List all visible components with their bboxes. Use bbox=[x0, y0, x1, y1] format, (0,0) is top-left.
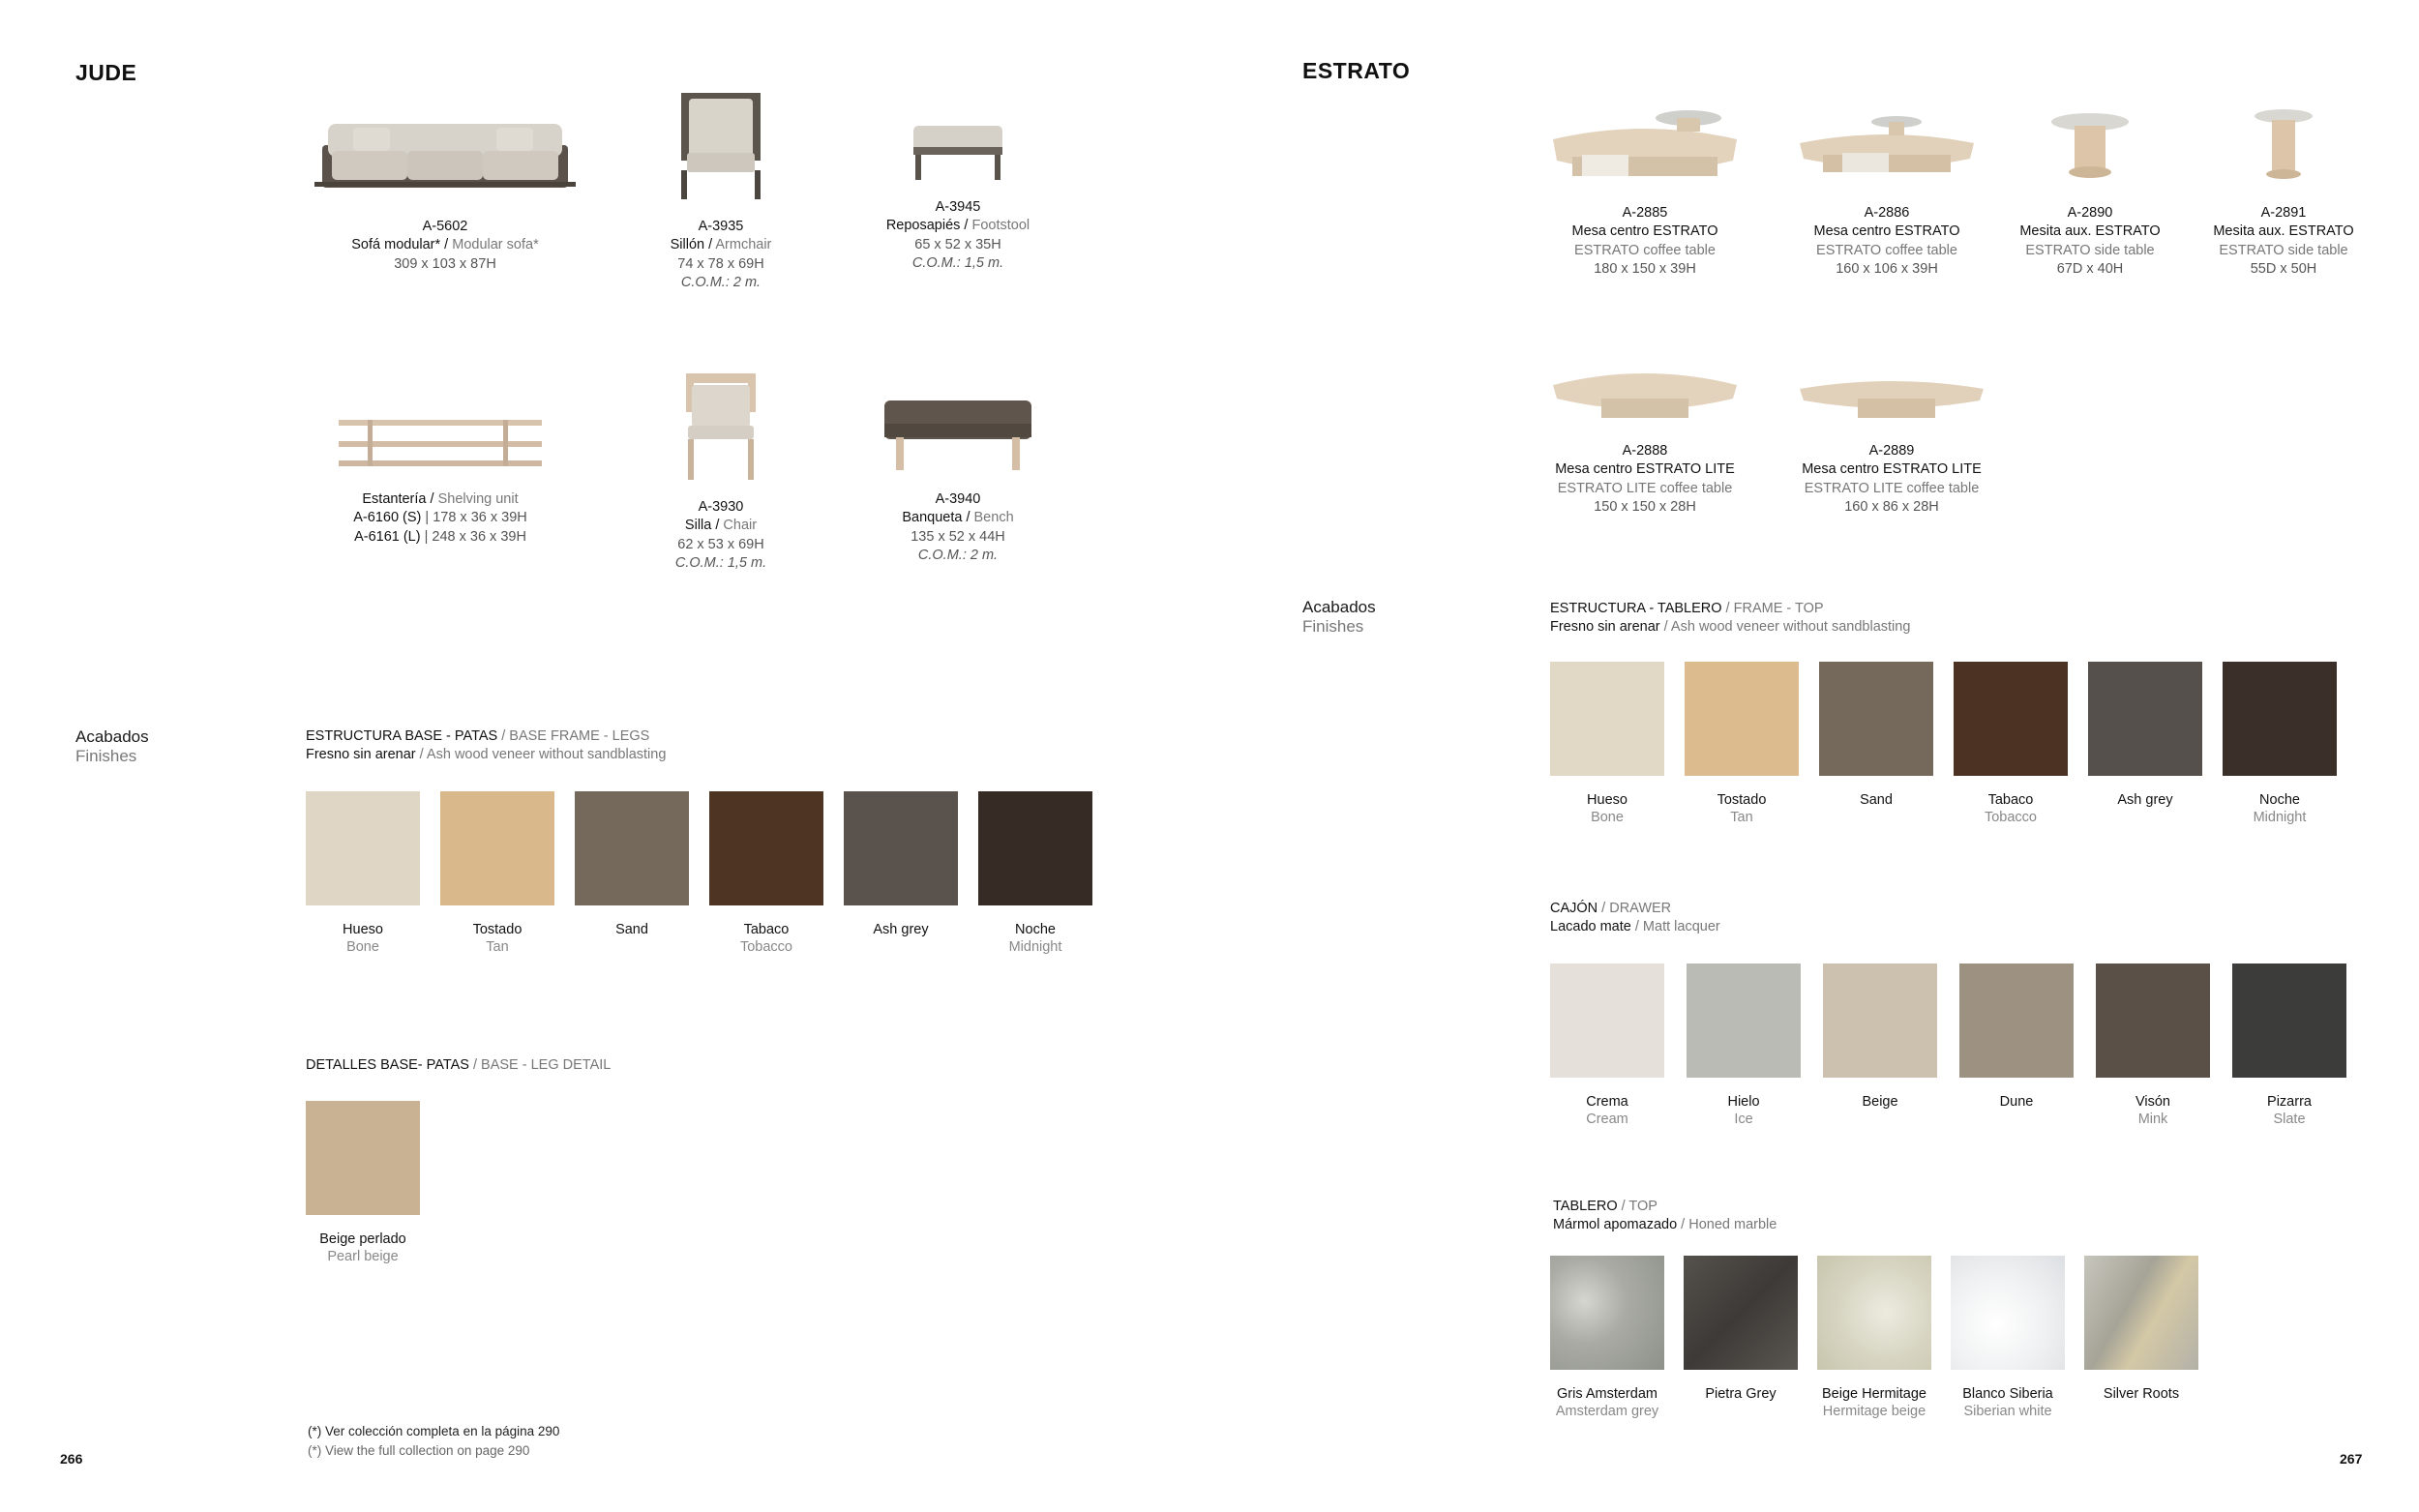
swatch-label-es: Tabaco bbox=[743, 922, 790, 937]
product-name-es: Silla / bbox=[684, 518, 724, 533]
drawer-heading bbox=[1550, 900, 1720, 936]
section-head-es: CAJÓN bbox=[1550, 901, 1598, 916]
finish-swatch[interactable] bbox=[1550, 662, 1664, 826]
product-card-shelving[interactable] bbox=[319, 406, 561, 547]
product-dimensions: 160 x 86 x 28H bbox=[1844, 499, 1939, 515]
swatch-label-es: Hielo bbox=[1727, 1094, 1760, 1110]
side-table-image bbox=[2245, 101, 2322, 188]
product-name-es: Mesita aux. ESTRATO bbox=[2213, 223, 2354, 239]
swatch-label-en: Hermitage beige bbox=[1822, 1404, 1926, 1419]
product-dimensions: 160 x 106 x 39H bbox=[1836, 261, 1938, 277]
product-dimensions: | 248 x 36 x 39H bbox=[420, 528, 526, 545]
product-card[interactable] bbox=[629, 85, 813, 293]
product-code: A-2891 bbox=[2260, 204, 2307, 221]
product-code: A-3935 bbox=[698, 218, 744, 234]
product-code: A-2885 bbox=[1622, 204, 1668, 221]
product-com: C.O.M.: 2 m. bbox=[680, 275, 762, 290]
finish-swatch[interactable] bbox=[1685, 662, 1799, 826]
product-name-es: Mesita aux. ESTRATO bbox=[2019, 223, 2161, 239]
product-name-en: ESTRATO side table bbox=[2025, 242, 2155, 258]
finish-swatch[interactable] bbox=[1823, 964, 1937, 1128]
product-name-es: Sofá modular* / bbox=[351, 237, 453, 252]
product-name-en: ESTRATO coffee table bbox=[1816, 242, 1957, 258]
swatch-label-es: Beige perlado bbox=[319, 1231, 406, 1247]
product-card[interactable] bbox=[851, 395, 1064, 566]
footnote bbox=[308, 1422, 559, 1461]
product-dimensions: 55D x 50H bbox=[2250, 261, 2317, 277]
swatch-label-en: Tan bbox=[486, 939, 509, 955]
swatch-chip bbox=[1684, 1256, 1798, 1370]
finish-swatch[interactable] bbox=[709, 791, 823, 956]
swatch-chip bbox=[1823, 964, 1937, 1078]
section-head-en: / BASE - LEG DETAIL bbox=[468, 1057, 612, 1073]
product-com: C.O.M.: 1,5 m. bbox=[674, 555, 767, 571]
product-name-en: ESTRATO LITE coffee table bbox=[1804, 480, 1980, 496]
finish-swatch[interactable] bbox=[2084, 1256, 2198, 1420]
leg-detail-swatches bbox=[306, 1101, 420, 1265]
swatch-label-en: Slate bbox=[2273, 1112, 2306, 1127]
coffee-table-image bbox=[1543, 101, 1747, 188]
swatch-chip bbox=[844, 791, 958, 905]
finish-swatch[interactable] bbox=[1959, 964, 2074, 1128]
product-dimensions: 62 x 53 x 69H bbox=[677, 536, 764, 552]
marble-swatches bbox=[1550, 1256, 2198, 1420]
product-name-es: Banqueta / bbox=[902, 510, 974, 525]
swatch-chip bbox=[978, 791, 1092, 905]
product-code: A-6160 (S) bbox=[353, 510, 422, 525]
swatch-chip bbox=[2096, 964, 2210, 1078]
coffee-table-image bbox=[1790, 101, 1984, 188]
swatch-label-es: Beige bbox=[1862, 1094, 1898, 1110]
swatch-label-en: Ice bbox=[1734, 1112, 1753, 1127]
finishes-heading bbox=[75, 727, 149, 766]
swatch-chip bbox=[1550, 964, 1664, 1078]
product-name-en: Footstool bbox=[971, 218, 1030, 233]
section-head-en: / FRAME - TOP bbox=[1721, 601, 1824, 616]
section-sub-en: / Honed marble bbox=[1677, 1217, 1777, 1232]
section-sub-es: Mármol apomazado bbox=[1553, 1217, 1678, 1232]
product-dimensions: 135 x 52 x 44H bbox=[911, 528, 1005, 545]
product-dimensions: 65 x 52 x 35H bbox=[914, 236, 1001, 252]
swatch-label-es: Tostado bbox=[1717, 792, 1767, 808]
swatch-label-es: Tabaco bbox=[1987, 792, 2034, 808]
finish-swatch[interactable] bbox=[1817, 1256, 1931, 1420]
product-card[interactable] bbox=[2201, 101, 2366, 280]
swatch-label-es: Hueso bbox=[1587, 792, 1628, 808]
product-name-en: Bench bbox=[973, 510, 1014, 525]
section-head-en: / TOP bbox=[1617, 1199, 1657, 1214]
swatch-label-es: Gris Amsterdam bbox=[1557, 1386, 1657, 1402]
product-dimensions: 74 x 78 x 69H bbox=[677, 255, 764, 272]
finish-swatch[interactable] bbox=[2232, 964, 2346, 1128]
frame-top-swatches bbox=[1550, 662, 2337, 826]
product-name-en: ESTRATO coffee table bbox=[1574, 242, 1716, 258]
product-card[interactable] bbox=[861, 116, 1055, 274]
finish-swatch[interactable] bbox=[2096, 964, 2210, 1128]
product-name-en: Chair bbox=[723, 518, 758, 533]
swatch-label-es: Tostado bbox=[472, 922, 523, 937]
product-code: A-3940 bbox=[935, 490, 981, 507]
coffee-table-lite-image bbox=[1790, 356, 1993, 426]
product-name-es: Mesa centro ESTRATO bbox=[1813, 223, 1960, 239]
swatch-label-es: Hueso bbox=[343, 922, 383, 937]
section-sub-es: Fresno sin arenar bbox=[1550, 619, 1660, 635]
footstool-image bbox=[910, 116, 1006, 182]
swatch-label-es: Noche bbox=[2259, 792, 2300, 808]
swatch-label-es: Visón bbox=[2135, 1094, 2170, 1110]
page-title-estrato: ESTRATO bbox=[1302, 58, 1411, 83]
finish-swatch[interactable] bbox=[1550, 1256, 1664, 1420]
finish-swatch[interactable] bbox=[1684, 1256, 1798, 1420]
finish-swatch[interactable] bbox=[1819, 662, 1933, 826]
finish-swatch[interactable] bbox=[2088, 662, 2202, 826]
swatch-chip bbox=[575, 791, 689, 905]
swatch-label-es: Dune bbox=[1999, 1094, 2034, 1110]
swatch-label-es: Sand bbox=[615, 922, 648, 937]
swatch-chip bbox=[1817, 1256, 1931, 1370]
section-head-en: / BASE FRAME - LEGS bbox=[497, 728, 650, 744]
swatch-chip bbox=[1550, 1256, 1664, 1370]
finish-swatch[interactable] bbox=[1550, 964, 1664, 1128]
swatch-label-en: Tan bbox=[1730, 810, 1753, 825]
swatch-label-en: Midnight bbox=[1008, 939, 1062, 955]
product-code: A-5602 bbox=[422, 218, 468, 234]
product-dimensions: 67D x 40H bbox=[2056, 261, 2124, 277]
finishes-title-en: Finishes bbox=[75, 747, 137, 765]
swatch-chip bbox=[2088, 662, 2202, 776]
page-title-jude: JUDE bbox=[75, 60, 137, 85]
finishes-heading bbox=[1302, 598, 1376, 637]
product-name-es: Mesa centro ESTRATO bbox=[1571, 223, 1718, 239]
swatch-label-es: Beige Hermitage bbox=[1822, 1386, 1926, 1402]
swatch-chip bbox=[2084, 1256, 2198, 1370]
section-sub-en: / Ash wood veneer without sandblasting bbox=[415, 747, 667, 762]
product-com: C.O.M.: 1,5 m. bbox=[911, 255, 1004, 271]
swatch-label-en: Mink bbox=[2137, 1112, 2168, 1127]
shelving-unit-image bbox=[339, 406, 542, 474]
section-head-en: / DRAWER bbox=[1598, 901, 1672, 916]
swatch-chip bbox=[1685, 662, 1799, 776]
product-name-es: Mesa centro ESTRATO LITE bbox=[1802, 461, 1982, 477]
swatch-label-es: Pietra Grey bbox=[1705, 1386, 1777, 1402]
section-head-es: TABLERO bbox=[1553, 1199, 1618, 1214]
swatch-chip bbox=[2223, 662, 2337, 776]
product-card[interactable] bbox=[310, 104, 581, 274]
swatch-label-en: Bone bbox=[346, 939, 379, 955]
section-head-es: ESTRUCTURA BASE - PATAS bbox=[306, 728, 498, 744]
swatch-chip bbox=[440, 791, 554, 905]
finishes-title-en: Finishes bbox=[1302, 617, 1364, 636]
finish-swatch[interactable] bbox=[440, 791, 554, 956]
footnote-es: (*) Ver colección completa en la página 290 bbox=[308, 1424, 560, 1438]
product-name-es: Reposapiés / bbox=[885, 218, 972, 233]
section-head-es: DETALLES BASE- PATAS bbox=[306, 1057, 469, 1073]
product-code: A-6161 (L) bbox=[354, 528, 421, 545]
section-sub-es: Fresno sin arenar bbox=[306, 747, 416, 762]
product-card[interactable] bbox=[2008, 101, 2172, 280]
swatch-label-en: Midnight bbox=[2253, 810, 2307, 825]
armchair-image bbox=[668, 85, 774, 201]
swatch-label-en: Tobacco bbox=[1984, 810, 2037, 825]
page-number-left: 266 bbox=[60, 1451, 83, 1467]
product-name-es: Mesa centro ESTRATO LITE bbox=[1555, 461, 1735, 477]
swatch-chip bbox=[306, 791, 420, 905]
product-name-es: Sillón / bbox=[670, 237, 716, 252]
swatch-label-en: Siberian white bbox=[1963, 1404, 2052, 1419]
frame-legs-swatches bbox=[306, 791, 1092, 956]
finish-swatch[interactable] bbox=[575, 791, 689, 956]
product-card[interactable] bbox=[629, 366, 813, 574]
product-dimensions: 309 x 103 x 87H bbox=[394, 255, 496, 272]
swatch-chip bbox=[1959, 964, 2074, 1078]
swatch-label-es: Pizarra bbox=[2267, 1094, 2312, 1110]
finish-swatch[interactable] bbox=[1951, 1256, 2065, 1420]
swatch-label-es: Ash grey bbox=[873, 922, 929, 937]
footnote-en: (*) View the full collection on page 290 bbox=[308, 1443, 530, 1458]
product-dimensions: 150 x 150 x 28H bbox=[1594, 499, 1696, 515]
bench-image bbox=[881, 395, 1035, 474]
modular-sofa-image bbox=[314, 104, 576, 201]
product-card[interactable] bbox=[1780, 356, 2003, 518]
swatch-label-es: Crema bbox=[1586, 1094, 1628, 1110]
finish-swatch[interactable] bbox=[306, 1101, 420, 1265]
swatch-label-en: Pearl beige bbox=[327, 1249, 399, 1264]
swatch-label-es: Blanco Siberia bbox=[1962, 1386, 2053, 1402]
drawer-swatches bbox=[1550, 964, 2346, 1128]
product-name-en: ESTRATO LITE coffee table bbox=[1557, 480, 1733, 496]
product-code: A-2888 bbox=[1622, 442, 1668, 459]
swatch-chip bbox=[1951, 1256, 2065, 1370]
section-sub-en: / Ash wood veneer without sandblasting bbox=[1659, 619, 1911, 635]
swatch-chip bbox=[1954, 662, 2068, 776]
product-name-en: Shelving unit bbox=[437, 490, 519, 507]
swatch-label-es: Ash grey bbox=[2117, 792, 2173, 808]
swatch-chip bbox=[2232, 964, 2346, 1078]
product-name-es: Estantería / bbox=[362, 490, 438, 507]
product-name-en: ESTRATO side table bbox=[2219, 242, 2348, 258]
product-code: A-2890 bbox=[2067, 204, 2113, 221]
swatch-label-en: Cream bbox=[1586, 1112, 1628, 1127]
product-card[interactable] bbox=[1538, 101, 1751, 280]
product-name-en: Modular sofa* bbox=[452, 237, 539, 252]
product-dimensions: 180 x 150 x 39H bbox=[1594, 261, 1696, 277]
product-card[interactable] bbox=[1538, 356, 1751, 518]
finish-swatch[interactable] bbox=[306, 791, 420, 956]
finish-swatch[interactable] bbox=[1687, 964, 1801, 1128]
swatch-label-en: Bone bbox=[1591, 810, 1624, 825]
leg-detail-heading bbox=[306, 1056, 611, 1075]
product-com: C.O.M.: 2 m. bbox=[917, 548, 999, 563]
swatch-chip bbox=[709, 791, 823, 905]
product-code: A-2889 bbox=[1868, 442, 1915, 459]
product-code: A-3930 bbox=[698, 498, 744, 515]
swatch-label-es: Sand bbox=[1860, 792, 1893, 808]
section-sub-es: Lacado mate bbox=[1550, 919, 1631, 934]
page-number-right: 267 bbox=[2340, 1451, 2363, 1467]
swatch-chip bbox=[1550, 662, 1664, 776]
product-code: A-3945 bbox=[935, 198, 981, 215]
product-dimensions: | 178 x 36 x 39H bbox=[421, 510, 527, 525]
swatch-chip bbox=[306, 1101, 420, 1215]
finishes-title-es: Acabados bbox=[1302, 598, 1376, 616]
chair-image bbox=[672, 366, 769, 482]
swatch-label-es: Noche bbox=[1015, 922, 1056, 937]
finish-swatch[interactable] bbox=[844, 791, 958, 956]
swatch-label-en: Tobacco bbox=[739, 939, 792, 955]
top-heading bbox=[1553, 1198, 1777, 1234]
product-card[interactable] bbox=[1780, 101, 1993, 280]
side-table-image bbox=[2042, 101, 2138, 188]
frame-legs-heading bbox=[306, 727, 666, 764]
swatch-label-es: Silver Roots bbox=[2103, 1386, 2180, 1402]
finishes-title-es: Acabados bbox=[75, 727, 149, 746]
finish-swatch[interactable] bbox=[1954, 662, 2068, 826]
finish-swatch[interactable] bbox=[2223, 662, 2337, 826]
product-code: A-2886 bbox=[1864, 204, 1910, 221]
section-sub-en: / Matt lacquer bbox=[1630, 919, 1720, 934]
frame-top-heading bbox=[1550, 600, 1910, 637]
finish-swatch[interactable] bbox=[978, 791, 1092, 956]
swatch-label-en: Amsterdam grey bbox=[1555, 1404, 1659, 1419]
coffee-table-lite-image bbox=[1543, 356, 1747, 426]
swatch-chip bbox=[1687, 964, 1801, 1078]
section-head-es: ESTRUCTURA - TABLERO bbox=[1550, 601, 1722, 616]
product-name-en: Armchair bbox=[715, 237, 772, 252]
swatch-chip bbox=[1819, 662, 1933, 776]
